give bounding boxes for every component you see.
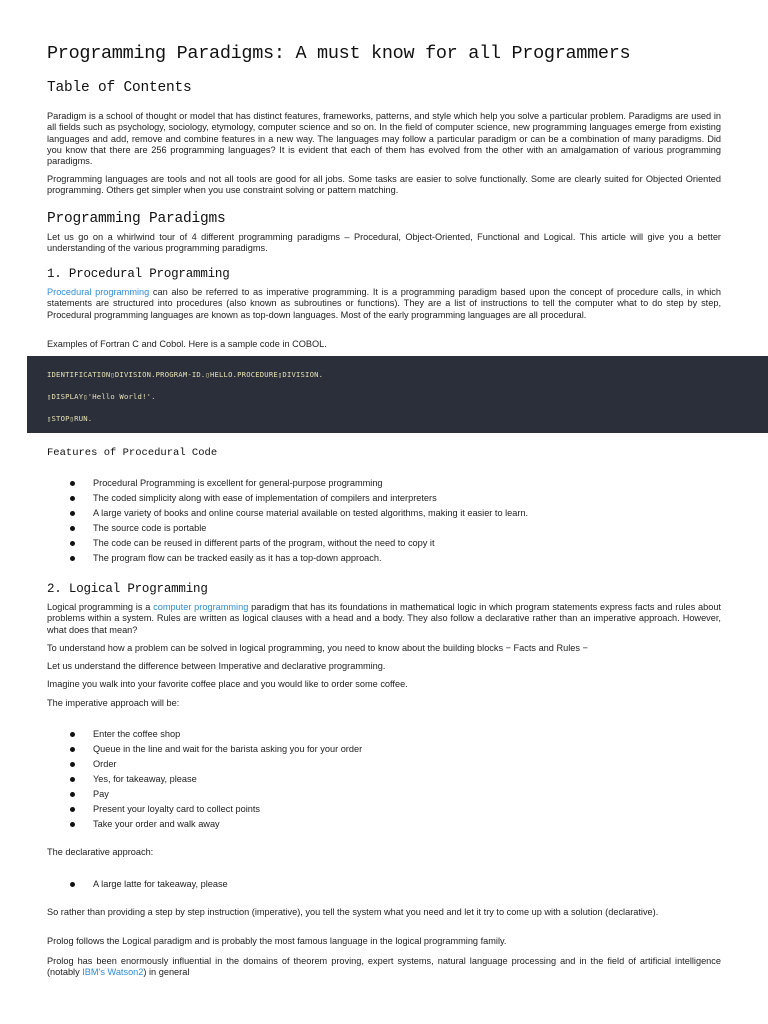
list-item: A large latte for takeaway, please bbox=[47, 877, 721, 892]
page-title: Programming Paradigms: A must know for all Programmers bbox=[47, 43, 631, 64]
procedural-paragraph bbox=[47, 287, 721, 321]
logical-paragraph-6: Prolog follows the Logical paradigm and is probably the most famous language in the logical programming family. bbox=[47, 936, 507, 946]
list-item: Pay bbox=[47, 787, 721, 802]
list-item: Present your loyalty card to collect points bbox=[47, 802, 721, 817]
bullet-icon bbox=[70, 747, 75, 752]
list-item: A large variety of books and online course material available on tested algorithms, making it easier to learn. bbox=[47, 506, 721, 521]
list-item: Enter the coffee shop bbox=[47, 727, 721, 742]
list-item: The program flow can be tracked easily as it has a top-down approach. bbox=[47, 551, 721, 566]
code-line: ▯STOP▯RUN. bbox=[47, 414, 93, 423]
section-heading-procedural: 1. Procedural Programming bbox=[47, 267, 230, 281]
bullet-icon bbox=[70, 807, 75, 812]
features-heading: Features of Procedural Code bbox=[47, 447, 218, 459]
code-line: ▯DISPLAY▯'Hello World!'. bbox=[47, 392, 156, 401]
intro-paragraph-1: Paradigm is a school of thought or model that has distinct features, frameworks, patterns, and style which help you solve a particular problem. Paradigms are used in all fields such as psychology, sociology, etymology, computer science and so on. In the field of computer science, new programming languages emerge from existing languages and add, remove and combine features in a new way. The languages may follow a particular paradigm or can be a combination of many paradigms. Did you know that there are 256 programming languages? It is evident that each of them has evolved from the other with an amalgamation of various programming paradigms. bbox=[47, 111, 721, 167]
bullet-icon bbox=[70, 481, 75, 486]
bullet-icon bbox=[70, 732, 75, 737]
imperative-list bbox=[47, 727, 721, 832]
bullet-icon bbox=[70, 541, 75, 546]
computer-programming-link[interactable]: computer programming bbox=[153, 602, 249, 612]
toc-heading[interactable]: Table of Contents bbox=[47, 80, 192, 96]
list-item: Take your order and walk away bbox=[47, 817, 721, 832]
intro-paragraph-2: Programming languages are tools and not all tools are good for all jobs. Some tasks are easier to solve functionally. Some are clearly suited for Objected Oriented programming. Others get simpler when you use constraint solving or pattern matching. bbox=[47, 174, 721, 196]
logical-paragraph-7: Prolog has been enormously influential in the domains of theorem proving, expert systems, natural language processing and in the field of artificial intelligence (notably IBM's Watson2) in general bbox=[47, 956, 721, 978]
bullet-icon bbox=[70, 777, 75, 782]
list-item: Procedural Programming is excellent for general-purpose programming bbox=[47, 476, 721, 491]
procedural-paragraph-text: can also be referred to as imperative programming. It is a programming paradigm based upon the concept of procedure calls, in which statements are structured into procedures (also known as subroutines or functions). They are a list of instructions to tell the computer what to do step by step, Procedural programming languages are known as top-down languages. Most of the early programming languages are all procedural. bbox=[47, 287, 721, 320]
bullet-icon bbox=[70, 526, 75, 531]
list-item: The code can be reused in different parts of the program, without the need to copy it bbox=[47, 536, 721, 551]
bullet-icon bbox=[70, 511, 75, 516]
bullet-icon bbox=[70, 556, 75, 561]
section-heading-paradigms: Programming Paradigms bbox=[47, 211, 226, 227]
list-item: Queue in the line and wait for the barista asking you for your order bbox=[47, 742, 721, 757]
logical-paragraph-3: Let us understand the difference between Imperative and declarative programming. bbox=[47, 661, 386, 671]
declarative-list bbox=[47, 877, 721, 892]
list-item: Order bbox=[47, 757, 721, 772]
imperative-label: The imperative approach will be: bbox=[47, 698, 180, 708]
examples-paragraph: Examples of Fortran C and Cobol. Here is a sample code in COBOL. bbox=[47, 339, 327, 349]
features-list bbox=[47, 476, 721, 566]
logical-paragraph-5: So rather than providing a step by step instruction (imperative), you tell the system what you need and let it try to come up with a solution (declarative). bbox=[47, 907, 659, 917]
code-line: IDENTIFICATION▯DIVISION.PROGRAM-ID.▯HELLO.PROCEDURE▯DIVISION. bbox=[47, 370, 324, 379]
list-item: Yes, for takeaway, please bbox=[47, 772, 721, 787]
declarative-label: The declarative approach: bbox=[47, 847, 154, 857]
ibm-watson-link[interactable]: IBM's Watson2 bbox=[82, 967, 144, 978]
procedural-programming-link[interactable]: Procedural programming bbox=[47, 287, 150, 297]
bullet-icon bbox=[70, 762, 75, 767]
bullet-icon bbox=[70, 496, 75, 501]
logical-paragraph-1: Logical programming is a computer programming paradigm that has its foundations in mathematical logic in which program statements express facts and rules about problems within a system. Rules are written as logical clauses with a head and a body. They also follow a declarative rather than an imperative approach. However, what does that mean? bbox=[47, 602, 721, 635]
list-item: The coded simplicity along with ease of implementation of compilers and interpreters bbox=[47, 491, 721, 506]
code-block bbox=[27, 356, 768, 433]
paradigms-paragraph: Let us go on a whirlwind tour of 4 different programming paradigms – Procedural, Object-Oriented, Functional and Logical. This article will give you a better understanding of the various programming paradigms. bbox=[47, 232, 721, 254]
bullet-icon bbox=[70, 882, 75, 887]
section-heading-logical: 2. Logical Programming bbox=[47, 582, 208, 596]
list-item: The source code is portable bbox=[47, 521, 721, 536]
logical-paragraph-4: Imagine you walk into your favorite coffee place and you would like to order some coffee. bbox=[47, 679, 408, 689]
logical-paragraph-2: To understand how a problem can be solved in logical programming, you need to know about the building blocks − Facts and Rules − bbox=[47, 643, 588, 653]
bullet-icon bbox=[70, 822, 75, 827]
bullet-icon bbox=[70, 792, 75, 797]
